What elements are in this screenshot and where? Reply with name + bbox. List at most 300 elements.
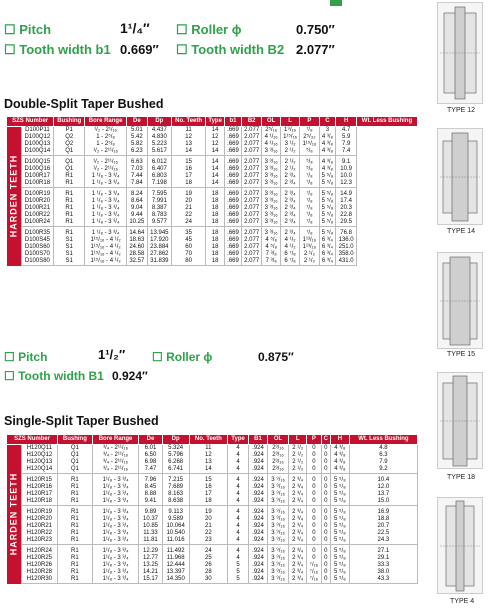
table-cell: 7.44: [127, 173, 148, 180]
table-cell: 12.444: [162, 562, 189, 569]
table-cell: Q1: [58, 466, 92, 474]
table-cell: 2³/₁₆: [267, 466, 288, 474]
table-cell: 18.8: [349, 516, 417, 523]
table-cell: D100Q12: [21, 134, 54, 141]
table-cell: .669: [225, 166, 242, 173]
table-cell: 2.077: [241, 205, 262, 212]
table-cell: ⁷/₈: [300, 212, 319, 219]
table-row: [7, 569, 418, 576]
table-row: [7, 258, 418, 266]
table-cell: 4.7: [336, 127, 357, 135]
table-cell: 0: [321, 484, 330, 491]
table-cell: D100R20: [21, 198, 54, 205]
table-cell: 0: [321, 459, 330, 466]
table-row: [7, 141, 418, 148]
table-cell: .924: [249, 576, 268, 584]
table-cell: 6.3: [349, 452, 417, 459]
table-cell: 43.3: [349, 576, 417, 584]
table-cell: 1¹/₈ - 3 ³/₄: [92, 491, 139, 498]
table-cell: 10.4: [349, 474, 417, 485]
table-cell: 18: [172, 180, 206, 188]
table-cell: 38.0: [349, 569, 417, 576]
table-cell: 28: [189, 569, 227, 576]
table-cell: 2.077: [241, 219, 262, 227]
table-cell: 20.7: [349, 523, 417, 530]
table-cell: 70: [172, 251, 206, 258]
table-cell: D100R19: [21, 188, 54, 199]
roller2-value: 0.875″: [258, 350, 294, 364]
table-cell: 2.077: [241, 148, 262, 156]
table-cell: 4 ¹/₂: [280, 237, 299, 244]
table-cell: 12: [206, 134, 225, 141]
type-4-drawing: [437, 497, 483, 594]
table-row: [7, 237, 418, 244]
table-cell: 7.595: [147, 188, 171, 199]
table-cell: H120Q14: [21, 466, 58, 474]
table-cell: 18: [206, 237, 225, 244]
table-cell: 2.077: [241, 188, 262, 199]
table-cell: 18: [206, 205, 225, 212]
table-cell: 2 ³/₄: [289, 555, 307, 562]
table-cell: 2.077: [241, 251, 262, 258]
column-header: L: [280, 117, 299, 127]
table-cell: 10.85: [139, 523, 162, 530]
table-cell: ⁵/₈: [300, 148, 319, 156]
table-cell: 7.9: [349, 459, 417, 466]
table-cell: 431.0: [336, 258, 357, 266]
table-cell: 7.215: [162, 474, 189, 485]
table-cell: 30: [189, 576, 227, 584]
table-cell: 5 ⁵/₈: [319, 227, 336, 238]
table-cell: 5 ⁵/₈: [319, 198, 336, 205]
table-cell: 4.830: [147, 134, 171, 141]
table-cell: .669: [225, 227, 242, 238]
table-cell: 11.81: [139, 537, 162, 545]
table-cell: D100Q14: [21, 148, 54, 156]
table-cell: 9.577: [147, 219, 171, 227]
table-cell: 6 ³/₄: [319, 237, 336, 244]
table-cell: 5 ⁵/₈: [331, 506, 350, 517]
table-cell: 3 ⁹/₁₆: [267, 523, 288, 530]
table-cell: ¹/₂ - 2¹¹/₁₆: [85, 166, 127, 173]
table-cell: 45: [172, 237, 206, 244]
table-row: [7, 180, 418, 188]
table-cell: 4: [227, 491, 248, 498]
table-cell: 1 ¹/₈ - 3 ³/₄: [85, 180, 127, 188]
table-cell: 3 ³/₁₆: [262, 148, 280, 156]
column-header: C: [319, 117, 336, 127]
double-split-title: Double-Split Taper Bushed: [4, 97, 164, 111]
table-cell: D100S60: [21, 244, 54, 251]
tooth-width-b2-label: ☐ Tooth width B2: [176, 42, 285, 57]
harden-teeth-band: [7, 127, 22, 266]
table-cell: R1: [54, 188, 85, 199]
table-cell: 2³/₁₆: [267, 459, 288, 466]
table-cell: 18: [206, 251, 225, 258]
table-cell: 17: [172, 173, 206, 180]
table-cell: 5.9: [336, 134, 357, 141]
table-cell: 18: [206, 244, 225, 251]
table-cell: 5: [227, 562, 248, 569]
table-cell: H120R20: [21, 516, 58, 523]
table-row: [7, 466, 418, 474]
table-cell: 16: [172, 166, 206, 173]
table-cell: H120R26: [21, 562, 58, 569]
table-cell: 0: [307, 537, 321, 545]
table-cell: 2³/₁₆: [267, 452, 288, 459]
table-cell: 6 ⁷/₈: [280, 258, 299, 266]
table-row: [7, 516, 418, 523]
type-12-drawing: [437, 2, 483, 104]
table-cell: 2 ³/₄: [289, 537, 307, 545]
table-cell: 27.1: [349, 545, 417, 556]
table-cell: .669: [225, 244, 242, 251]
table-cell: 14.64: [127, 227, 148, 238]
table-cell: 17.4: [336, 198, 357, 205]
table-cell: Q2: [54, 141, 85, 148]
table-cell: 13.397: [162, 569, 189, 576]
table-cell: 4: [227, 498, 248, 506]
table-cell: 0: [321, 569, 330, 576]
table-cell: 14: [206, 156, 225, 167]
table-cell: 1¹/₈ - 3 ³/₄: [92, 555, 139, 562]
table-cell: 3 ⁹/₁₆: [267, 576, 288, 584]
table-cell: .924: [249, 491, 268, 498]
table-cell: 4 ³/₈: [319, 134, 336, 141]
table-cell: 6 ³/₄: [319, 251, 336, 258]
table-cell: 358.0: [336, 251, 357, 258]
table-cell: 7.991: [147, 198, 171, 205]
table-row: [7, 506, 418, 517]
table-cell: 0: [307, 491, 321, 498]
table-cell: 12: [189, 452, 227, 459]
table-cell: 2 ¹/₂: [280, 166, 299, 173]
table-cell: 0: [321, 523, 330, 530]
table-cell: D100Q13: [21, 141, 54, 148]
table-row: [7, 212, 418, 219]
table-cell: 1¹/₈ - 3 ³/₄: [92, 562, 139, 569]
table-cell: .924: [249, 537, 268, 545]
table-cell: 2 ³/₄: [280, 198, 299, 205]
table-cell: .924: [249, 466, 268, 474]
table-cell: 19: [172, 188, 206, 199]
table-row: [7, 244, 418, 251]
table-row: [7, 545, 418, 556]
table-cell: R1: [58, 576, 92, 584]
table-cell: 2 ³/₄: [289, 545, 307, 556]
table-cell: 2.077: [241, 244, 262, 251]
table-row: [7, 156, 418, 167]
table-cell: 7.03: [127, 166, 148, 173]
table-cell: R1: [54, 219, 85, 227]
table-cell: H120Q11: [21, 445, 58, 453]
table-cell: 4: [227, 523, 248, 530]
table-cell: 1¹/₈ - 3 ³/₄: [92, 569, 139, 576]
table-cell: 3 ⁹/₁₆: [267, 537, 288, 545]
table-cell: 4: [227, 459, 248, 466]
table-cell: R1: [58, 516, 92, 523]
table-cell: 18: [206, 219, 225, 227]
table-cell: D100R22: [21, 212, 54, 219]
table-cell: 0: [321, 491, 330, 498]
table-cell: 1¹/₈ - 3 ³/₄: [92, 523, 139, 530]
table-cell: 2 ¹/₂: [289, 466, 307, 474]
table-cell: R1: [58, 474, 92, 485]
table-row: [7, 474, 418, 485]
table-cell: 11.33: [139, 530, 162, 537]
table-cell: 9.2: [349, 466, 417, 474]
table-cell: 12.77: [139, 555, 162, 562]
column-header: OL: [262, 117, 280, 127]
table-cell: 5.796: [162, 452, 189, 459]
column-header: Type: [206, 117, 225, 127]
table-cell: 2.077: [241, 212, 262, 219]
table-cell: H120R18: [21, 498, 58, 506]
table-cell: 4 ³/₈: [331, 466, 350, 474]
table-cell: 5.324: [162, 445, 189, 453]
table-cell: 0: [321, 537, 330, 545]
table-cell: 4 ⁵/₈: [262, 237, 280, 244]
table-cell: 24: [172, 219, 206, 227]
table-cell: 22.5: [349, 530, 417, 537]
table-cell: 2 ³/₄: [289, 491, 307, 498]
table-cell: 3 ⁹/₁₆: [267, 491, 288, 498]
table-cell: 18: [206, 258, 225, 266]
pitch2-value: 1¹/₂″: [98, 347, 126, 362]
table-cell: 3 ⁹/₁₆: [267, 530, 288, 537]
table-cell: 13: [189, 459, 227, 466]
table-cell: R1: [54, 173, 85, 180]
table-row: [7, 498, 418, 506]
table-cell: R1: [58, 491, 92, 498]
table-cell: 76.8: [336, 227, 357, 238]
table-cell: 2 ³/₄: [289, 516, 307, 523]
table-cell: 2.077: [241, 141, 262, 148]
table-cell: 8.638: [162, 498, 189, 506]
table-cell: 15.0: [349, 498, 417, 506]
table-cell: 4 ³/₈: [319, 156, 336, 167]
table-cell: 4: [227, 466, 248, 474]
table-cell: 23: [189, 537, 227, 545]
table-cell: 3 ³/₁₆: [262, 219, 280, 227]
table-cell: 9.41: [139, 498, 162, 506]
column-header: Dp: [147, 117, 171, 127]
column-header: Type: [227, 435, 248, 445]
table-cell: 10.37: [139, 516, 162, 523]
table-cell: 5: [227, 569, 248, 576]
table-cell: 6.741: [162, 466, 189, 474]
table-cell: R1: [58, 530, 92, 537]
table-cell: 1¹/₈ - 3 ³/₄: [92, 484, 139, 491]
table-cell: 5 ⁵/₈: [331, 576, 350, 584]
table-cell: 2 ³/₄: [289, 498, 307, 506]
table-cell: H120R23: [21, 537, 58, 545]
single-split-table: [6, 434, 418, 584]
table-cell: 80: [172, 258, 206, 266]
table-cell: 8.24: [127, 188, 148, 199]
table-cell: ⁷/₈: [300, 127, 319, 135]
table-cell: ⁷/₈: [300, 205, 319, 212]
table-row: [7, 227, 418, 238]
table-cell: 1 ¹/₈ - 3 ³/₄: [85, 173, 127, 180]
pitch-value: 1¹/₄″: [120, 20, 150, 36]
table-cell: 3 ⁹/₁₆: [267, 484, 288, 491]
table-row: [7, 219, 418, 227]
column-header: H: [331, 435, 350, 445]
table-cell: 5 ⁵/₈: [331, 491, 350, 498]
table-cell: 18: [206, 188, 225, 199]
column-header: Bore Range: [85, 117, 127, 127]
table-cell: 5 ⁵/₈: [319, 219, 336, 227]
table-cell: 2 ³/₄: [280, 205, 299, 212]
column-header: B2: [241, 117, 262, 127]
table-cell: 5 ⁵/₈: [319, 188, 336, 199]
table-cell: ⁷/₈: [300, 173, 319, 180]
table-cell: 2 ¹/₂: [280, 156, 299, 167]
table-cell: .669: [225, 173, 242, 180]
table-cell: 12.29: [139, 545, 162, 556]
table-cell: 2.077: [241, 127, 262, 135]
table-cell: S1: [54, 251, 85, 258]
table-cell: 6.63: [127, 156, 148, 167]
tooth-width-b1-value: 0.669″: [120, 42, 159, 57]
table-cell: 3 ³/₁₆: [262, 205, 280, 212]
table-row: [7, 166, 418, 173]
table-cell: 6.803: [147, 173, 171, 180]
table-cell: 1 ¹/₈ - 3 ³/₄: [85, 227, 127, 238]
table-cell: 31.839: [147, 258, 171, 266]
table-cell: 2.077: [241, 198, 262, 205]
table-cell: 9.1: [336, 156, 357, 167]
table-cell: P1: [54, 127, 85, 135]
table-cell: 11: [189, 445, 227, 453]
table-cell: 3 ³/₁₆: [262, 188, 280, 199]
table-cell: R1: [58, 484, 92, 491]
table-cell: 4 ¹/₂: [280, 244, 299, 251]
table-cell: 2 ¹/₂: [289, 452, 307, 459]
table-cell: 0: [321, 474, 330, 485]
table-cell: 18: [206, 212, 225, 219]
table-cell: .924: [249, 459, 268, 466]
double-split-table: [6, 116, 418, 266]
table-cell: ³/₄ - 2¹¹/₁₆: [92, 459, 139, 466]
table-cell: ³/₄ - 2¹¹/₁₆: [92, 466, 139, 474]
table-cell: 0: [321, 498, 330, 506]
table-cell: 0: [321, 530, 330, 537]
table-cell: 14: [189, 466, 227, 474]
table-row: [7, 188, 418, 199]
table-cell: 16.9: [349, 506, 417, 517]
table-cell: 3 ¹/₂: [280, 141, 299, 148]
table-cell: 1¹⁵/₁₆ - 4 ¹/₂: [85, 237, 127, 244]
table-cell: 0: [307, 506, 321, 517]
table-cell: 1¹³/₁₆: [300, 244, 319, 251]
column-header: OL: [267, 435, 288, 445]
table-cell: 11.016: [162, 537, 189, 545]
table-cell: Q1: [58, 445, 92, 453]
table-cell: 5 ⁵/₈: [331, 498, 350, 506]
table-cell: 7.4: [336, 148, 357, 156]
table-cell: 3 ⁹/₁₆: [267, 545, 288, 556]
table-cell: 7 ³/₈: [262, 258, 280, 266]
table-cell: ³/₄ - 2¹¹/₁₆: [92, 445, 139, 453]
table-cell: .924: [249, 445, 268, 453]
table-cell: 4 ³/₈: [331, 445, 350, 453]
table-cell: .924: [249, 506, 268, 517]
table-cell: 0: [307, 545, 321, 556]
table-cell: H120R15: [21, 474, 58, 485]
header-accent-bar: [330, 0, 342, 6]
table-cell: 17.920: [147, 237, 171, 244]
table-cell: S1: [54, 258, 85, 266]
table-cell: 3 ³/₁₆: [262, 198, 280, 205]
table-cell: Q2: [54, 134, 85, 141]
table-cell: 2 ³/₄: [280, 227, 299, 238]
table-cell: ⁵/₈: [300, 166, 319, 173]
table-cell: D100P11: [21, 127, 54, 135]
single-split-title: Single-Split Taper Bushed: [4, 414, 159, 428]
table-cell: .924: [249, 484, 268, 491]
table-cell: 6.01: [139, 445, 162, 453]
table-cell: 1¹/₈ - 3 ³/₄: [92, 530, 139, 537]
table-cell: R1: [58, 562, 92, 569]
table-cell: 14.9: [336, 188, 357, 199]
table-cell: 10.0: [336, 173, 357, 180]
table-cell: 4 ¹/₁₆: [262, 141, 280, 148]
roller2-label: ☐ Roller ϕ: [152, 350, 213, 364]
table-cell: H120Q12: [21, 452, 58, 459]
table-cell: 21: [172, 205, 206, 212]
table-cell: .924: [249, 530, 268, 537]
tooth-width-b2-value: 2.077″: [296, 42, 335, 57]
table-cell: 5 ⁵/₈: [319, 173, 336, 180]
table-cell: 2 ³/₄: [280, 180, 299, 188]
table-cell: .669: [225, 180, 242, 188]
column-header: b1: [225, 117, 242, 127]
table-cell: 2 ³/₄: [289, 523, 307, 530]
table-cell: 1¹⁵/₁₆ - 4 ¹/₂: [85, 251, 127, 258]
table-cell: .669: [225, 212, 242, 219]
table-cell: 2.077: [241, 258, 262, 266]
table-cell: 1 - 2⁵/₈: [85, 134, 127, 141]
table-cell: 13.945: [147, 227, 171, 238]
table-cell: 136.0: [336, 237, 357, 244]
table-cell: H120R25: [21, 555, 58, 562]
table-cell: 0: [307, 516, 321, 523]
table-cell: R1: [58, 537, 92, 545]
table-cell: ⁷/₈: [300, 227, 319, 238]
tooth-width-b1-label: ☐ Tooth width b1: [4, 42, 111, 57]
table-cell: 1¹⁵/₁₆: [280, 134, 299, 141]
table-cell: 14: [206, 127, 225, 135]
column-header: Bushing: [58, 435, 92, 445]
table-cell: 5.01: [127, 127, 148, 135]
table-cell: 1¹⁵/₁₆ - 4 ¹/₂: [85, 258, 127, 266]
table-row: [7, 576, 418, 584]
table-cell: .669: [225, 127, 242, 135]
table-cell: 6.407: [147, 166, 171, 173]
table-cell: 1⁹/₁₆: [280, 127, 299, 135]
table-cell: 0: [307, 466, 321, 474]
table-cell: 0: [321, 466, 330, 474]
table-cell: ⁷/₈: [300, 180, 319, 188]
table-cell: 13: [172, 141, 206, 148]
table-row: [7, 491, 418, 498]
table-cell: 0: [321, 516, 330, 523]
table-cell: 5 ⁵/₈: [331, 530, 350, 537]
table-cell: 4 ³/₈: [331, 452, 350, 459]
table-cell: 1¹/₈ - 3 ³/₄: [92, 498, 139, 506]
